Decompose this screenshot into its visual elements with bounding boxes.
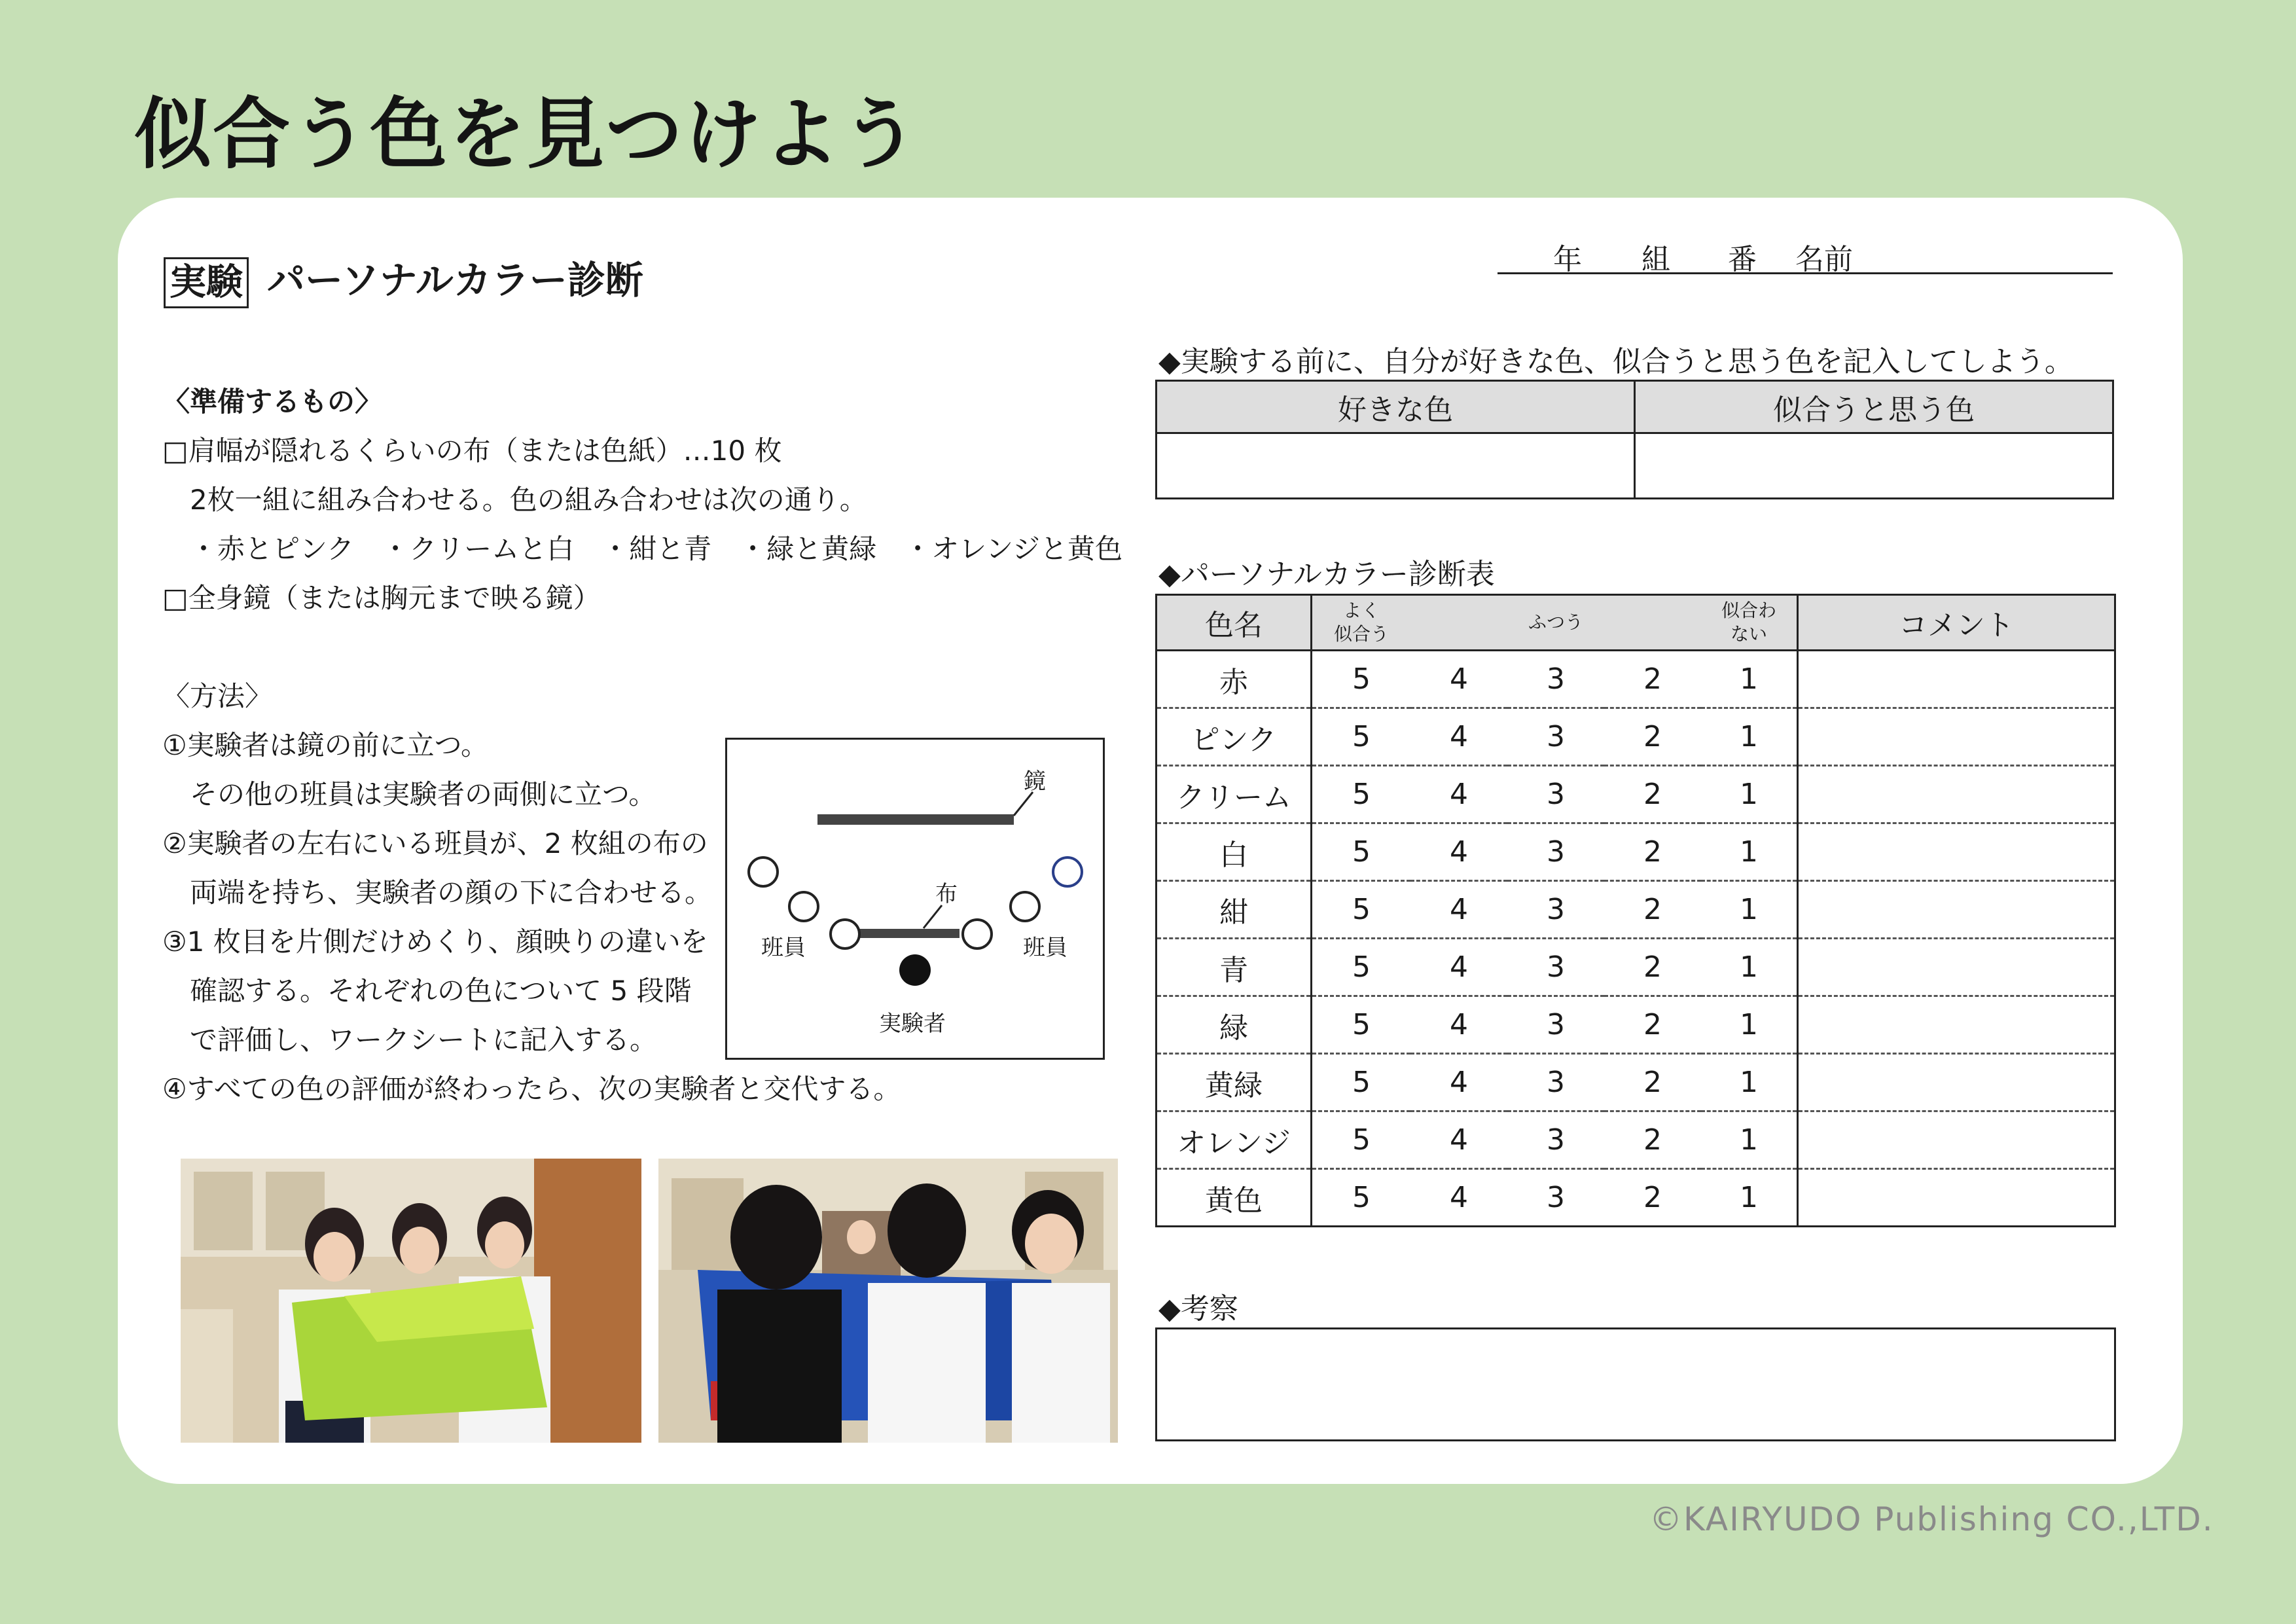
method-line: ③1 枚目を片側だけめくり、顔映りの違いを [162, 926, 708, 958]
method-line: ①実験者は鏡の前に立つ。 [162, 729, 488, 761]
score-header-2 [1604, 595, 1701, 651]
favorite-color-input[interactable] [1157, 433, 1635, 499]
photo-green-cloth [181, 1159, 641, 1443]
score-5[interactable]: 5 [1312, 1169, 1411, 1227]
normal-header: ふつう [1507, 595, 1604, 651]
score-1[interactable]: 1 [1701, 766, 1798, 823]
score-4[interactable]: 4 [1410, 651, 1507, 708]
score-3[interactable]: 3 [1507, 823, 1604, 881]
color-name-cell: オレンジ [1157, 1111, 1312, 1169]
consider-heading: ◆考察 [1158, 1292, 1238, 1326]
score-4[interactable]: 4 [1410, 708, 1507, 766]
score-4[interactable]: 4 [1410, 1054, 1507, 1111]
score-5[interactable]: 5 [1312, 996, 1411, 1054]
method-line: その他の班員は実験者の両側に立つ。 [162, 778, 656, 810]
score-3[interactable]: 3 [1507, 939, 1604, 996]
score-1[interactable]: 1 [1701, 708, 1798, 766]
method-line: 両端を持ち、実験者の顔の下に合わせる。 [162, 876, 713, 909]
photo-blue-cloth [658, 1159, 1118, 1443]
score-2[interactable]: 2 [1604, 766, 1701, 823]
score-1[interactable]: 1 [1701, 1111, 1798, 1169]
table-row [1157, 766, 2115, 823]
score-1[interactable]: 1 [1701, 939, 1798, 996]
color-name-cell: ピンク [1157, 708, 1312, 766]
name-field[interactable] [1498, 236, 2113, 274]
prep-line: □全身鏡（または胸元まで映る鏡） [162, 582, 601, 614]
comment-cell[interactable] [1798, 1054, 2115, 1111]
member-label-right: 班員 [1023, 935, 1067, 961]
score-5[interactable]: 5 [1312, 1054, 1411, 1111]
comment-header: コメント [1798, 595, 2115, 651]
comment-cell[interactable] [1798, 1111, 2115, 1169]
score-5[interactable]: 5 [1312, 708, 1411, 766]
member-label-left: 班員 [761, 935, 806, 961]
color-name-header: 色名 [1157, 595, 1312, 651]
experiment-title: パーソナルカラー診断 [267, 258, 643, 302]
table-row [1157, 651, 2115, 708]
consider-input[interactable] [1155, 1327, 2116, 1441]
prep-line: 2枚一組に組み合わせる。色の組み合わせは次の通り。 [162, 484, 867, 516]
member-circle [831, 920, 859, 948]
score-3[interactable]: 3 [1507, 708, 1604, 766]
score-2[interactable]: 2 [1604, 823, 1701, 881]
color-name-cell: 黄緑 [1157, 1054, 1312, 1111]
score-5[interactable]: 5 [1312, 881, 1411, 939]
score-1[interactable]: 1 [1701, 651, 1798, 708]
score-3[interactable]: 3 [1507, 766, 1604, 823]
table-row [1157, 881, 2115, 939]
mirror-pointer [1014, 792, 1033, 816]
score-3[interactable]: 3 [1507, 1169, 1604, 1227]
score-3[interactable]: 3 [1507, 1054, 1604, 1111]
score-5[interactable]: 5 [1312, 651, 1411, 708]
copyright: ©KAIRYUDO Publishing CO.,LTD. [1649, 1500, 2214, 1538]
score-3[interactable]: 3 [1507, 881, 1604, 939]
subject-label: 実験者 [879, 1011, 946, 1037]
score-2[interactable]: 2 [1604, 651, 1701, 708]
member-circle [1053, 857, 1082, 886]
score-3[interactable]: 3 [1507, 996, 1604, 1054]
pre-heading: ◆実験する前に、自分が好きな色、似合うと思う色を記入してしよう。 [1158, 345, 2073, 378]
cloth-label: 布 [935, 881, 958, 907]
member-circle [1011, 892, 1039, 921]
subject-circle [899, 954, 931, 986]
table-row [1157, 996, 2115, 1054]
color-name-cell: 赤 [1157, 651, 1312, 708]
score-5[interactable]: 5 [1312, 823, 1411, 881]
score-3[interactable]: 3 [1507, 651, 1604, 708]
score-4[interactable]: 4 [1410, 1111, 1507, 1169]
score-2[interactable]: 2 [1604, 1111, 1701, 1169]
table-row [1157, 939, 2115, 996]
score-5[interactable]: 5 [1312, 1111, 1411, 1169]
favorite-color-header: 好きな色 [1157, 381, 1635, 433]
diagnosis-table [1155, 594, 2116, 1227]
cloth-bar [856, 929, 960, 938]
comment-cell[interactable] [1798, 996, 2115, 1054]
diagnosis-heading: ◆パーソナルカラー診断表 [1158, 558, 1495, 591]
prep-line: ・赤とピンク ・クリームと白 ・紺と青 ・緑と黄緑 ・オレンジと黄色 [162, 533, 1123, 565]
method-heading: 〈方法〉 [162, 680, 273, 712]
member-circle [963, 920, 992, 948]
score-5[interactable]: 5 [1312, 939, 1411, 996]
comment-cell[interactable] [1798, 881, 2115, 939]
setup-diagram [725, 738, 1105, 1060]
score-header-4 [1410, 595, 1507, 651]
color-name-cell: 白 [1157, 823, 1312, 881]
table-row [1157, 708, 2115, 766]
prep-heading: 〈準備するもの〉 [162, 386, 383, 418]
comment-cell[interactable] [1798, 1169, 2115, 1227]
score-2[interactable]: 2 [1604, 1054, 1701, 1111]
score-5[interactable]: 5 [1312, 766, 1411, 823]
score-4[interactable]: 4 [1410, 766, 1507, 823]
score-2[interactable]: 2 [1604, 996, 1701, 1054]
member-circle [789, 892, 818, 921]
score-1[interactable]: 1 [1701, 996, 1798, 1054]
score-2[interactable]: 2 [1604, 939, 1701, 996]
experiment-tag: 実験 [164, 257, 249, 308]
table-row [1157, 1111, 2115, 1169]
method-line: 確認する。それぞれの色について 5 段階 [162, 975, 692, 1007]
color-name-cell: クリーム [1157, 766, 1312, 823]
table-row [1157, 1169, 2115, 1227]
year-label: 年 [1553, 243, 1582, 276]
score-1[interactable]: 1 [1701, 881, 1798, 939]
score-4[interactable]: 4 [1410, 881, 1507, 939]
mirror-bar [817, 814, 1014, 825]
score-4[interactable]: 4 [1410, 823, 1507, 881]
method-line: で評価し、ワークシートに記入する。 [162, 1024, 658, 1056]
comment-cell[interactable] [1798, 651, 2115, 708]
method-line: ②実験者の左右にいる班員が、2 枚組の布の [162, 827, 708, 859]
class-label: 組 [1641, 243, 1670, 276]
score-2[interactable]: 2 [1604, 881, 1701, 939]
table-row [1157, 1054, 2115, 1111]
suited-color-header: 似合うと思う色 [1635, 381, 2113, 433]
bad-header: 似合わ ない [1701, 595, 1798, 651]
comment-cell[interactable] [1798, 766, 2115, 823]
score-3[interactable]: 3 [1507, 1111, 1604, 1169]
score-1[interactable]: 1 [1701, 1054, 1798, 1111]
color-name-cell: 緑 [1157, 996, 1312, 1054]
score-4[interactable]: 4 [1410, 996, 1507, 1054]
comment-cell[interactable] [1798, 708, 2115, 766]
cloth-pointer [924, 905, 942, 928]
score-4[interactable]: 4 [1410, 1169, 1507, 1227]
member-circle [749, 857, 778, 886]
method-line: ④すべての色の評価が終わったら、次の実験者と交代する。 [162, 1073, 901, 1105]
suited-color-input[interactable] [1635, 433, 2113, 499]
mirror-label: 鏡 [1024, 768, 1046, 795]
preference-table [1155, 380, 2114, 499]
name-label: 名前 [1795, 243, 1853, 276]
score-1[interactable]: 1 [1701, 1169, 1798, 1227]
score-2[interactable]: 2 [1604, 1169, 1701, 1227]
score-1[interactable]: 1 [1701, 823, 1798, 881]
page-title: 似合う色を見つけよう [134, 89, 920, 179]
color-name-cell: 青 [1157, 939, 1312, 996]
score-4[interactable]: 4 [1410, 939, 1507, 996]
table-row [1157, 823, 2115, 881]
number-label: 番 [1728, 243, 1757, 276]
good-header: よく 似合う [1312, 595, 1411, 651]
color-name-cell: 紺 [1157, 881, 1312, 939]
comment-cell[interactable] [1798, 823, 2115, 881]
comment-cell[interactable] [1798, 939, 2115, 996]
score-2[interactable]: 2 [1604, 708, 1701, 766]
prep-line: □肩幅が隠れるくらいの布（または色紙）…10 枚 [162, 435, 782, 467]
color-name-cell: 黄色 [1157, 1169, 1312, 1227]
